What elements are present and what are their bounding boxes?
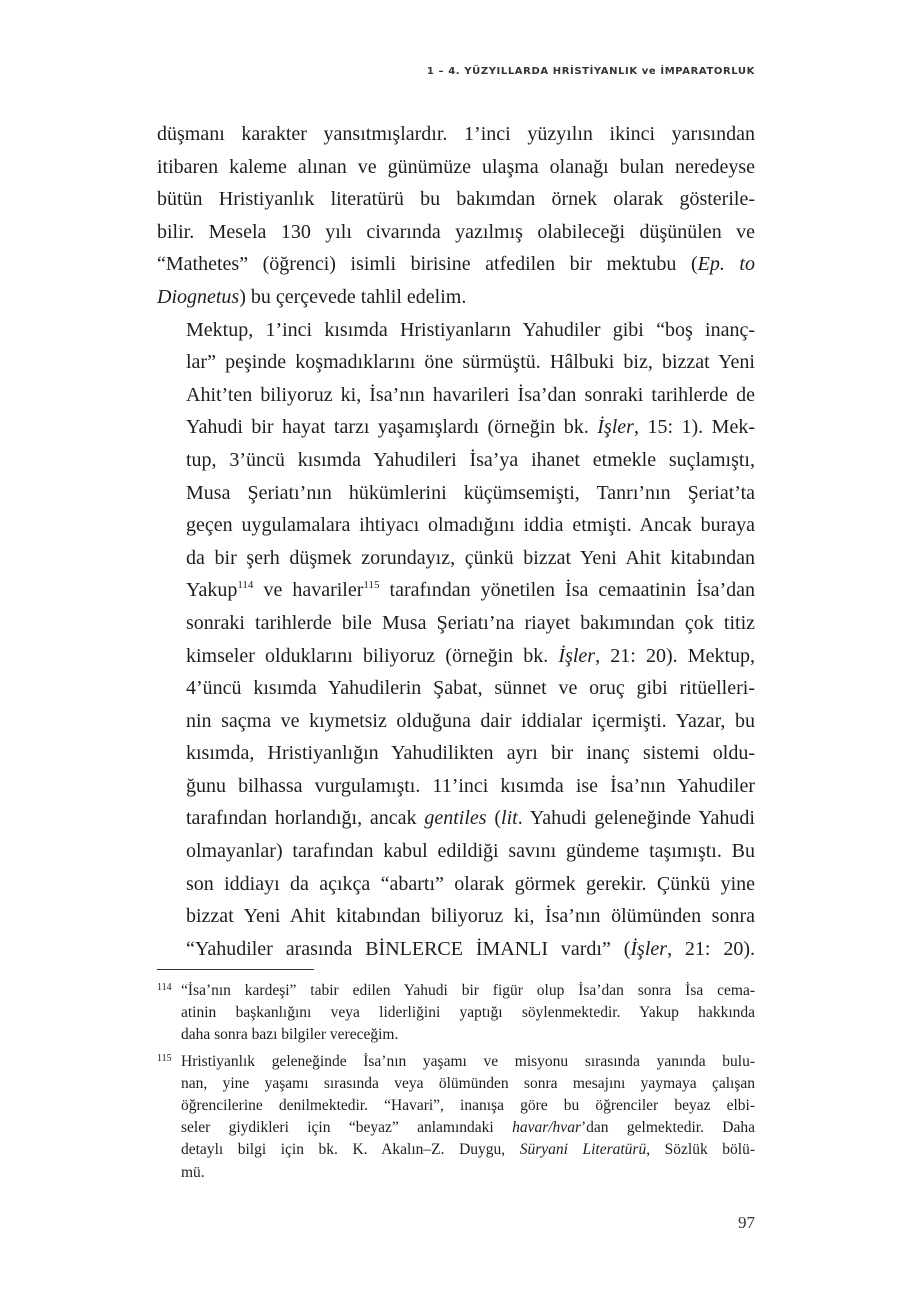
- text-line: daha sonra bazı bilgiler vereceğim.: [181, 1026, 399, 1044]
- text-line: bütün Hristiyanlık literatürü bu bakımdan örnek olarak gösterile-: [157, 188, 755, 211]
- text-line: atinin başkanlığını veya liderliğini yaptığı söylenmektedir. Yakup hakkında: [181, 1004, 755, 1022]
- footnotes: [157, 980, 755, 1188]
- page-number: 97: [738, 1213, 755, 1232]
- text-run: (: [486, 807, 502, 830]
- footnote-115: [157, 1051, 755, 1184]
- footnote-separator: [157, 969, 314, 970]
- text-line: öğrencilerine denilmektedir. “Havari”, inanışa göre bu öğrenciler beyaz elbi-: [181, 1097, 755, 1115]
- footnote-ref-115[interactable]: 115: [363, 579, 380, 592]
- text-line: Mektup, 1’inci kısımda Hristiyanların Yahudiler gibi “boş inanç-: [186, 318, 755, 341]
- text-run: ’dan gelmektedir. Daha: [580, 1119, 755, 1137]
- text-run: , 15: 1). Mek-: [633, 416, 755, 439]
- text-line: nin saçma ve kıymetsiz olduğuna dair iddialar içermişti. Yazar, bu: [186, 709, 755, 732]
- italic-term: havar/hvar: [512, 1119, 581, 1137]
- text-line: kısımda, Hristiyanlığın Yahudilikten ayrı bir inanç sistemi oldu-: [186, 742, 755, 765]
- text-line: [157, 640, 755, 673]
- text-line: 4’üncü kısımda Yahudilerin Şabat, sünnet ve oruç gibi ritüelleri-: [186, 677, 755, 700]
- text-line: Ahit’ten biliyoruz ki, İsa’nın havarileri İsa’dan sonraki tarihlerde de: [186, 383, 755, 406]
- body-text: [157, 118, 755, 965]
- text-line: [157, 281, 755, 314]
- text-line: [181, 1139, 755, 1161]
- text-line: sonraki tarihlerde bile Musa Şeriatı’na riayet bakımından çok titiz: [186, 611, 755, 634]
- text-line: [157, 933, 755, 966]
- text-run: tarafından yönetilen İsa cemaatinin İsa’dan: [379, 579, 755, 602]
- text-line: bilir. Mesela 130 yılı civarında yazılmış olabileceği düşünülen ve: [157, 220, 755, 243]
- italic-term: gentiles: [424, 807, 487, 830]
- text-line: tup, 3’üncü kısımda Yahudileri İsa’ya ihanet etmekle suçlamıştı,: [186, 448, 755, 471]
- footnote-number: 115: [157, 1052, 172, 1064]
- text-line: ğunu bilhassa vurgulamıştı. 11’inci kısımda ise İsa’nın Yahudiler: [186, 774, 755, 797]
- italic-term: lit: [501, 807, 518, 830]
- text-line: lar” peşinde koşmadıklarını öne sürmüştü. Hâlbuki biz, bizzat Yeni: [186, 351, 755, 374]
- running-head: 1 – 4. YÜZYILLARDA HRİSTİYANLIK ve İMPARATORLUK: [426, 66, 755, 77]
- text-run: Yahudi bir hayat tarzı yaşamışlardı (örneğin bk.: [186, 416, 598, 439]
- text-line: Hristiyanlık geleneğinde İsa’nın yaşamı ve misyonu sırasında yanında bulu-: [181, 1052, 755, 1070]
- paragraph-1: [157, 118, 755, 314]
- italic-reference: İşler: [597, 416, 634, 439]
- text-line: olmayanlar) tarafından kabul edildiği savını gündeme taşımıştı. Bu: [186, 840, 755, 863]
- text-line: [181, 1117, 755, 1139]
- text-line: [157, 574, 755, 607]
- italic-title: Ep. to: [697, 253, 755, 276]
- text-run: ve havariler: [253, 579, 364, 602]
- text-line: [157, 248, 755, 281]
- text-line: düşmanı karakter yansıtmışlardır. 1’inci yüzyılın ikinci yarısından: [157, 123, 755, 145]
- text-line: bizzat Yeni Ahit kitabından biliyoruz ki, İsa’nın ölümünden sonra: [186, 905, 755, 928]
- italic-reference: İşler: [630, 937, 668, 960]
- text-line: [157, 802, 755, 835]
- italic-title: Diognetus: [157, 285, 240, 308]
- text-line: son iddiayı da açıkça “abartı” olarak görmek gerekir. Çünkü yine: [186, 872, 755, 895]
- text-run: ) bu çerçevede tahlil edelim.: [239, 285, 467, 308]
- footnote-ref-114[interactable]: 114: [237, 579, 254, 592]
- text-line: itibaren kaleme alınan ve günümüze ulaşma olanağı bulan neredeyse: [157, 155, 755, 178]
- paragraph-2: [157, 314, 755, 966]
- italic-reference: İşler: [558, 644, 596, 667]
- text-run: “Mathetes” (öğrenci) isimli birisine atfedilen bir mektubu (: [157, 253, 698, 276]
- text-run: , Sözlük bölü-: [646, 1141, 755, 1159]
- text-run: kimseler olduklarını biliyoruz (örneğin bk.: [186, 644, 559, 667]
- italic-title: Süryani Literatürü: [519, 1141, 647, 1159]
- text-line: [157, 411, 755, 444]
- text-run: . Yahudi geleneğinde Yahudi: [517, 807, 755, 830]
- text-run: “Yahudiler arasında BİNLERCE İMANLI vardı” (: [186, 937, 631, 960]
- text-run: Yakup: [186, 579, 238, 602]
- text-line: Musa Şeriatı’nın hükümlerini küçümsemişti, Tanrı’nın Şeriat’ta: [186, 481, 755, 504]
- text-run: , 21: 20).: [667, 937, 755, 960]
- text-run: detaylı bilgi için bk. K. Akalın–Z. Duygu,: [181, 1141, 520, 1159]
- text-run: seler giydikleri için “beyaz” anlamındaki: [181, 1119, 513, 1137]
- text-line: da bir şerh düşmek zorundayız, çünkü bizzat Yeni Ahit kitabından: [186, 546, 755, 569]
- text-line: mü.: [181, 1163, 205, 1181]
- footnote-number: 114: [157, 982, 172, 993]
- text-line: geçen uygulamalara ihtiyacı olmadığını iddia etmişti. Ancak buraya: [186, 514, 755, 537]
- text-run: , 21: 20). Mektup,: [595, 644, 755, 667]
- text-run: tarafından horlandığı, ancak: [186, 807, 425, 830]
- footnote-114: [157, 980, 755, 1047]
- text-line: “İsa’nın kardeşi” tabir edilen Yahudi bir figür olup İsa’dan sonra İsa cema-: [181, 982, 755, 999]
- text-line: nan, yine yaşamı sırasında veya ölümünden sonra mesajını yaymaya çalışan: [181, 1074, 755, 1092]
